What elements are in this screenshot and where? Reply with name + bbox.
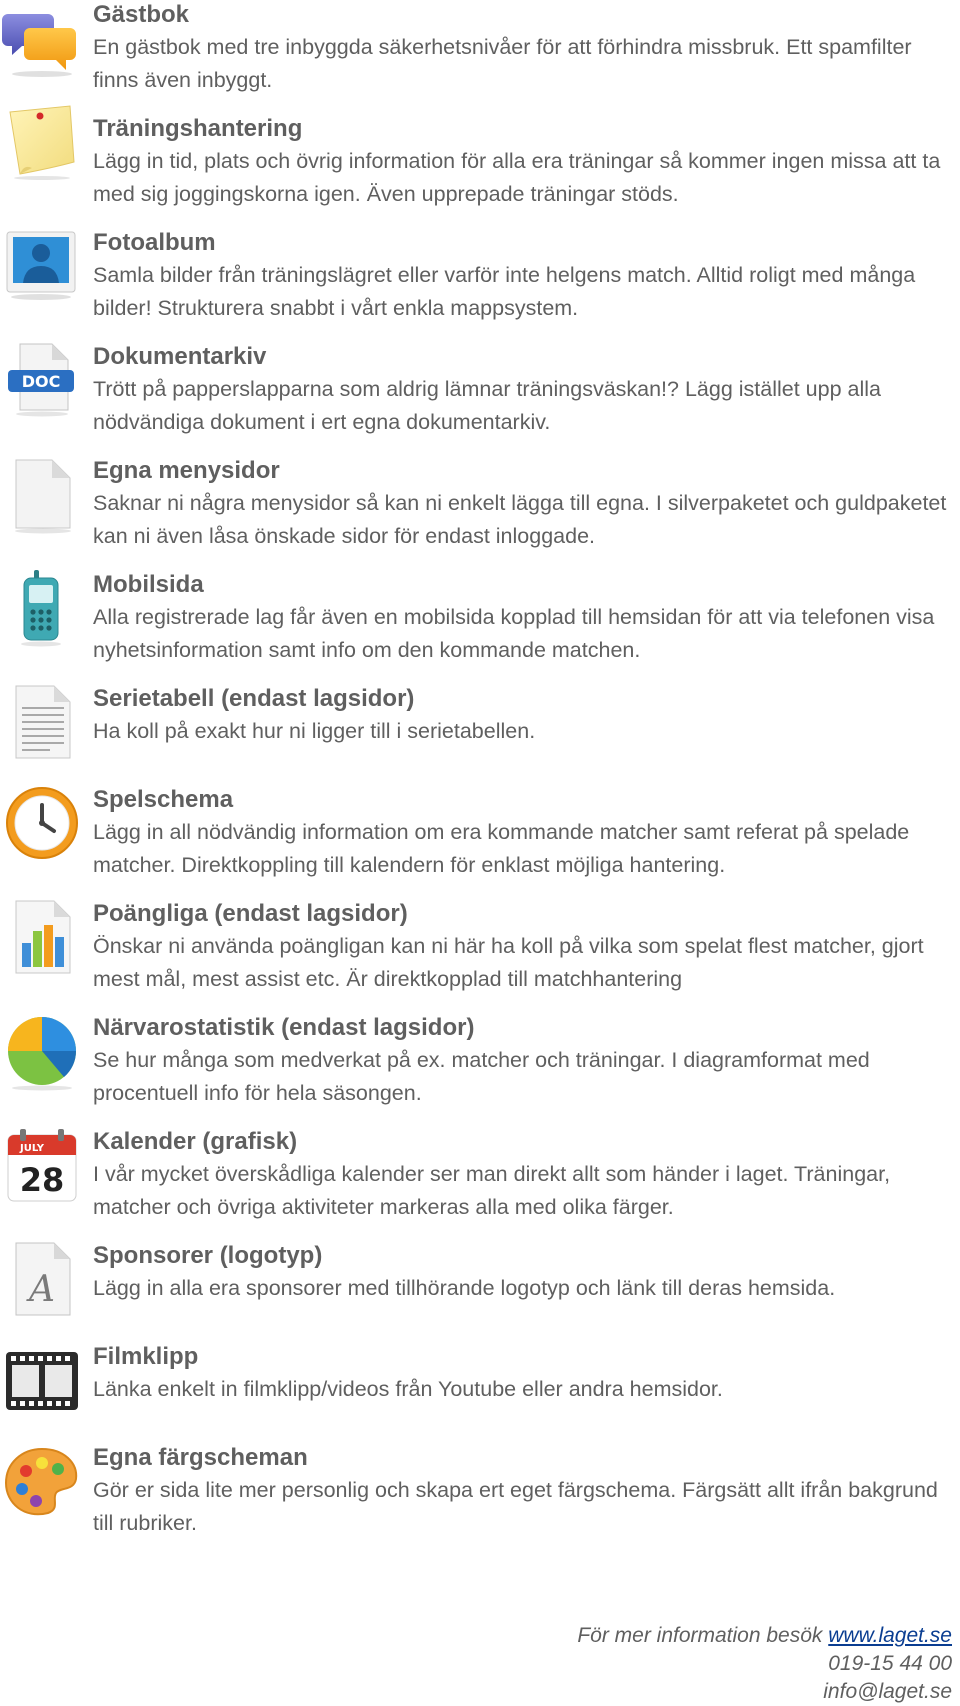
feature-description: Trött på papperslapparna som aldrig lämnar träningsväskan!? Lägg istället upp alla nödvändiga dokument i ert egna dokumentarkiv. — [93, 377, 881, 434]
feature-description: Länka enkelt in filmklipp/videos från Youtube eller andra hemsidor. — [93, 1377, 723, 1401]
text-document-icon — [2, 684, 80, 762]
film-strip-icon — [2, 1342, 80, 1420]
footer-email: info@laget.se — [823, 1680, 952, 1703]
feature-title: Sponsorer (logotyp) — [93, 1242, 323, 1269]
clock-icon — [2, 785, 80, 863]
font-letter-icon — [2, 1241, 80, 1319]
website-link[interactable]: www.laget.se — [828, 1624, 952, 1647]
feature-description: Lägg in alla era sponsorer med tillhörande logotyp och länk till deras hemsida. — [93, 1276, 836, 1300]
feature-title: Egna färgscheman — [93, 1444, 308, 1471]
paint-palette-icon — [2, 1443, 80, 1521]
bar-chart-icon — [2, 899, 80, 977]
contact-footer — [577, 1622, 952, 1706]
doc-icon-label: DOC — [21, 372, 61, 391]
feature-description: Alla registrerade lag får även en mobilsida kopplad till hemsidan för att via telefonen visa nyhetsinformation samt info om den kommande matchen. — [93, 605, 935, 662]
blank-page-icon — [2, 456, 80, 534]
mobile-phone-icon — [2, 570, 80, 648]
feature-title: Fotoalbum — [93, 229, 216, 256]
doc-file-icon — [2, 340, 80, 418]
footer-info-text: För mer information besök — [577, 1624, 823, 1647]
feature-title: Serietabell (endast lagsidor) — [93, 685, 415, 712]
feature-description: Saknar ni några menysidor så kan ni enkelt lägga till egna. I silverpaketet och guldpaketet kan ni även låsa önskade sidor för endast inloggade. — [93, 491, 947, 548]
feature-description: Lägg in tid, plats och övrig information för alla era träningar så kommer ingen missa att ta med sig joggingskorna igen. Även upprepade träningar stöds. — [93, 149, 941, 206]
calendar-icon — [2, 1127, 80, 1205]
calendar-day-text: 28 — [19, 1161, 65, 1199]
feature-title: Mobilsida — [93, 571, 204, 598]
feature-description: Se hur många som medverkat på ex. matcher och träningar. I diagramformat med procentuell info för hela säsongen. — [93, 1048, 870, 1105]
feature-title: Gästbok — [93, 1, 190, 28]
feature-description: En gästbok med tre inbyggda säkerhetsnivåer för att förhindra missbruk. Ett spamfilter finns även inbyggt. — [93, 35, 912, 92]
feature-title: Dokumentarkiv — [93, 343, 267, 370]
feature-title: Närvarostatistik (endast lagsidor) — [93, 1014, 475, 1041]
feature-title: Kalender (grafisk) — [93, 1128, 298, 1155]
feature-description: Ha koll på exakt hur ni ligger till i serietabellen. — [93, 719, 536, 743]
feature-description: I vår mycket överskådliga kalender ser man direkt allt som händer i laget. Träningar, matcher och övriga aktiviteter markeras alla med olika färger. — [93, 1162, 891, 1219]
feature-description: Lägg in all nödvändig information om era kommande matcher samt referat på spelade matcher. Direktkoppling till kalendern för enklast möjliga hantering. — [93, 820, 910, 877]
feature-title: Egna menysidor — [93, 457, 280, 484]
calendar-month-text: JULY — [20, 1143, 44, 1154]
feature-description: Önskar ni använda poängligan kan ni här ha koll på vilka som spelat flest matcher, gjort mest mål, mest assist etc. Är direktkopplad till matchhantering — [93, 934, 924, 991]
font-letter-text: A — [29, 1269, 55, 1310]
feature-description: Samla bilder från träningslägret eller varför inte helgens match. Alltid roligt med många bilder! Strukturera snabbt i vårt enkla mappsystem. — [93, 263, 916, 320]
footer-phone: 019-15 44 00 — [828, 1652, 952, 1675]
sticky-note-icon — [2, 102, 80, 180]
feature-title: Poängliga (endast lagsidor) — [93, 900, 408, 927]
feature-title: Filmklipp — [93, 1343, 199, 1370]
chat-bubbles-icon — [2, 2, 80, 80]
pie-chart-icon — [2, 1013, 80, 1091]
footer-info-line — [577, 1622, 952, 1650]
feature-title: Träningshantering — [93, 115, 303, 142]
feature-title: Spelschema — [93, 786, 234, 813]
photo-user-icon — [2, 226, 80, 304]
feature-description: Gör er sida lite mer personlig och skapa ert eget färgschema. Färgsätt allt ifrån bakgrund till rubriker. — [93, 1478, 938, 1535]
